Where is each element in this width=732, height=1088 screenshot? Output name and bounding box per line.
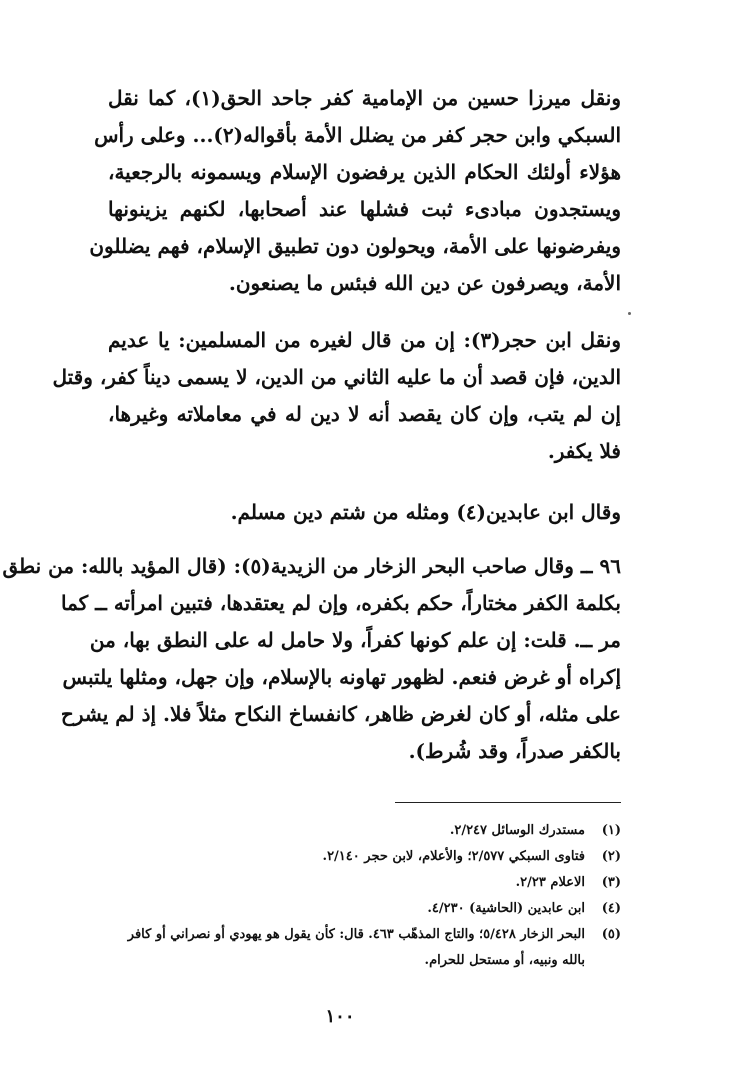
- footnote-number: (٥): [601, 927, 621, 942]
- footnote-number: (٣): [601, 875, 621, 890]
- text-line: السبكي وابن حجر كفر من يضلل الأمة بأقواله(٢)... وعلى رأس: [94, 123, 621, 147]
- footnote-text: البحر الزخار ٥/٤٢٨؛ والتاج المذهّب ٤٦٣. قال: كأن يقول هو يهودي أو نصراني أو كافر بالله ونبيه، أو مستحل للحرام.: [127, 927, 585, 968]
- paragraph-3: [108, 494, 621, 531]
- text-line: مر ــ. قلت: إن علم كونها كفراً، ولا حامل له على النطق بها، من: [89, 628, 621, 652]
- text-line: الأمة، ويصرفون عن دين الله فبئس ما يصنعون.: [228, 271, 621, 295]
- text-line: إكراه أو غرض فنعم. لظهور تهاونه بالإسلام، وإن جهل، ومثلها يلتبس: [62, 665, 621, 689]
- footnote-text: مستدرك الوسائل ٢/٢٤٧.: [449, 823, 585, 838]
- text-line: الدين، فإن قصد أن ما عليه الثاني من الدين، لا يسمى ديناً كفر، وقتل: [52, 365, 621, 389]
- stray-mark: [628, 312, 631, 315]
- footnote-number: (١): [601, 823, 621, 838]
- text-line: إن لم يتب، وإن كان يقصد أنه لا دين له في معاملاته وغيرها،: [108, 402, 621, 426]
- text-line: بكلمة الكفر مختاراً، حكم بكفره، وإن لم يعتقدها، فتبين امرأته ــ كما: [61, 591, 621, 615]
- footnote-text: فتاوى السبكي ٢/٥٧٧؛ والأعلام، لابن حجر ٢/١٤٠.: [322, 849, 585, 864]
- footnote-text: الاعلام ٢/٢٣.: [515, 875, 585, 890]
- text-line: بالكفر صدراً، وقد شُرط).: [408, 739, 621, 763]
- paragraph-4: [2, 548, 621, 770]
- footnote: [108, 896, 621, 922]
- footnote: [108, 922, 621, 974]
- page-number: ١٠٠: [325, 1006, 355, 1027]
- text-line: ونقل ميرزا حسين من الإمامية كفر جاحد الحق(١)، كما نقل: [108, 86, 621, 110]
- footnotes: [108, 818, 621, 974]
- paragraph-1: [89, 80, 621, 302]
- text-line: هؤلاء أولئك الحكام الذين يرفضون الإسلام ويسمونه بالرجعية،: [108, 160, 621, 184]
- text-line: ٩٦ ــ وقال صاحب البحر الزخار من الزيدية(٥): (قال المؤيد بالله: من نطق: [2, 554, 621, 578]
- footnote-separator: [395, 802, 621, 803]
- text-line: ونقل ابن حجر(٣): إن من قال لغيره من المسلمين: يا عديم: [108, 328, 621, 352]
- footnote-text: ابن عابدين (الحاشية) ٤/٢٣٠.: [427, 901, 585, 916]
- footnote: [108, 844, 621, 870]
- footnote: [108, 870, 621, 896]
- footnote: [108, 818, 621, 844]
- footnote-number: (٤): [601, 901, 621, 916]
- paragraph-2: [52, 322, 621, 470]
- text-line: ويفرضونها على الأمة، ويحولون دون تطبيق الإسلام، فهم يضللون: [89, 234, 621, 258]
- text-line: فلا يكفر.: [547, 439, 621, 463]
- text-line: ويستجدون مبادىء ثبت فشلها عند أصحابها، لكنهم يزينونها: [108, 197, 621, 221]
- footnote-number: (٢): [601, 849, 621, 864]
- text-line: وقال ابن عابدين(٤) ومثله من شتم دين مسلم.: [230, 500, 621, 524]
- text-line: على مثله، أو كان لغرض ظاهر، كانفساخ النكاح مثلاً فلا. إذ لم يشرح: [60, 702, 621, 726]
